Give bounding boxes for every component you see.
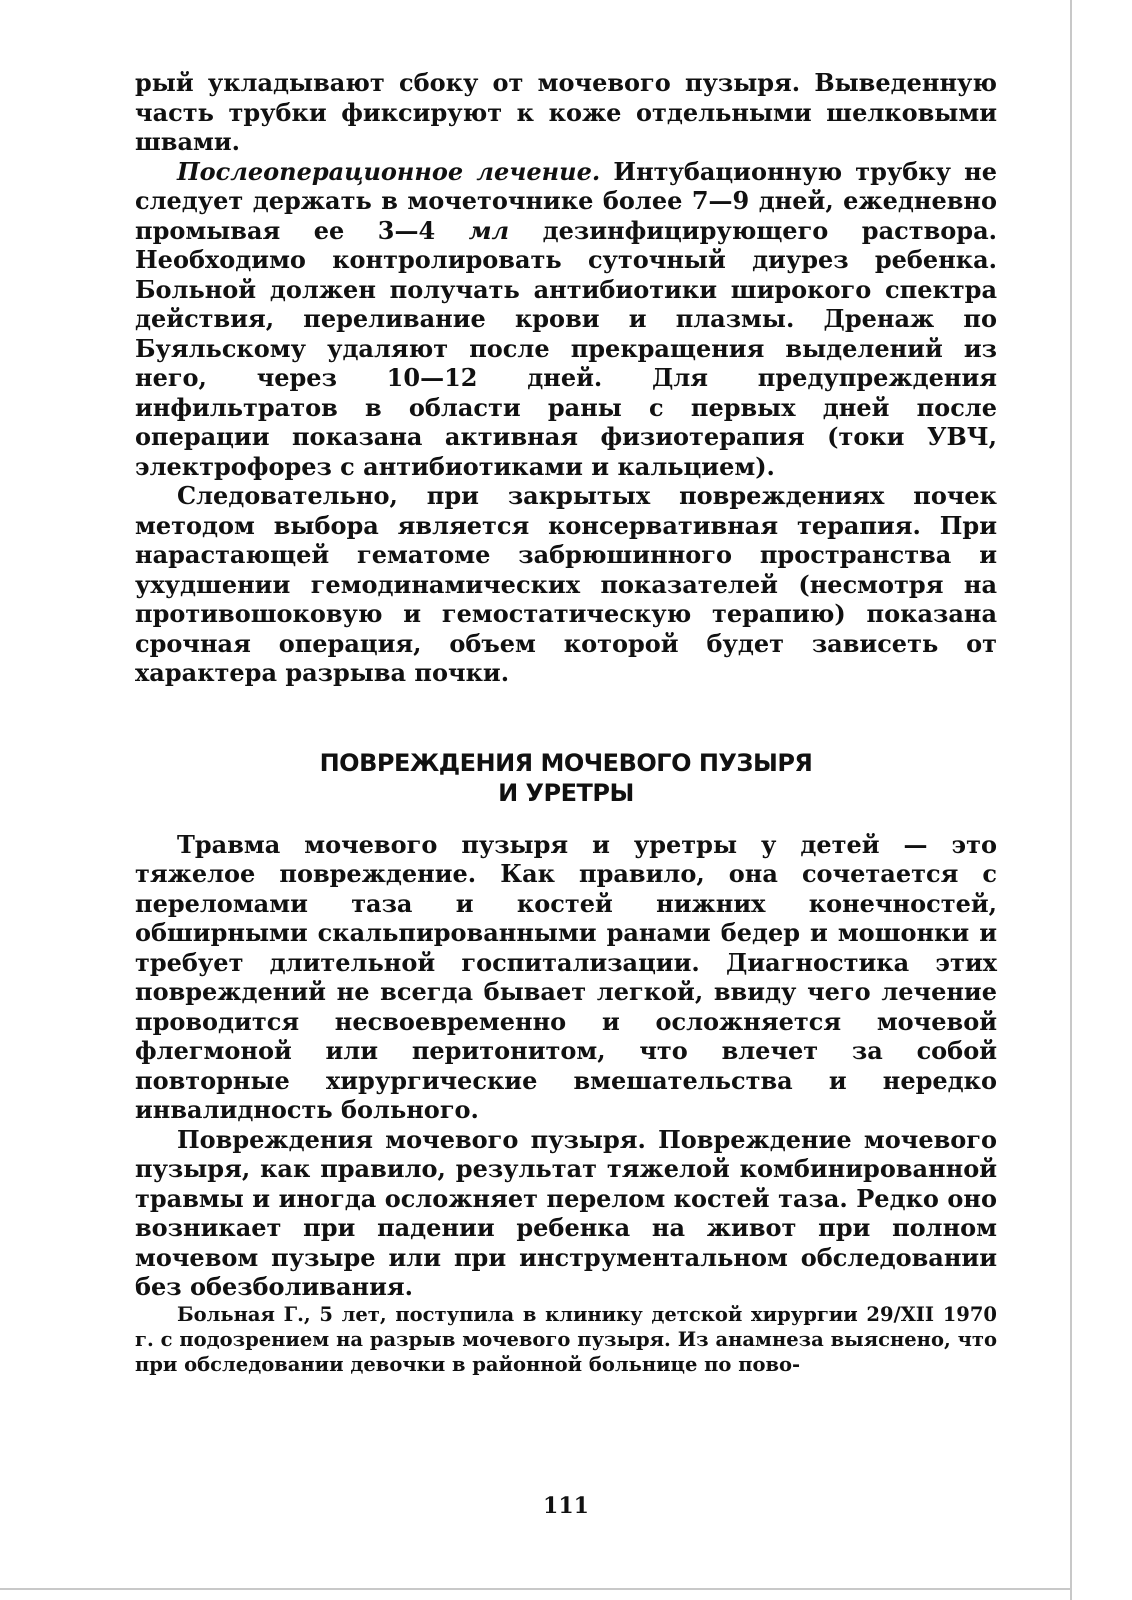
page-edge-bottom	[0, 1588, 1072, 1590]
postoperative-text-b: дезинфицирующего раствора. Необходимо контролировать суточный диурез ребенка. Больной должен получать антибиотики широкого спектра действия, переливание крови и плазмы. Дренаж по Буяльскому удаляют после прекращения выделений из него, через 10—12 дней. Для предупреждения инфильтратов в области раны с первых дней после операции показана активная физиотерапия (токи УВЧ, электрофорез с антибиотиками и кальцием).	[135, 215, 997, 481]
section-heading-line1: ПОВРЕЖДЕНИЯ МОЧЕВОГО ПУЗЫРЯ	[319, 748, 813, 777]
section-heading	[135, 748, 997, 808]
bladder-injuries-heading: Повреждения мочевого пузыря.	[177, 1124, 646, 1154]
paragraph-continuation: рый укладывают сбоку от мочевого пузыря. Выведенную часть трубки фиксируют к коже отдельными шелковыми швами.	[135, 68, 997, 156]
page-number: 111	[543, 1493, 589, 1519]
page-body	[135, 68, 997, 1377]
page-edge-right	[1070, 0, 1072, 1600]
unit-ml: мл	[468, 215, 510, 245]
case-note: Больная Г., 5 лет, поступила в клинику детской хирургии 29/XII 1970 г. с подозрением на разрыв мочевого пузыря. Из анамнеза выяснено, что при обследовании девочки в районной больнице по пово-	[135, 1302, 997, 1376]
postoperative-heading: Послеоперационное лечение.	[177, 156, 601, 186]
section-heading-line2: И УРЕТРЫ	[498, 778, 634, 807]
paragraph-postoperative-treatment	[135, 157, 997, 482]
paragraph-bladder-urethra-trauma: Травма мочевого пузыря и уретры у детей — это тяжелое повреждение. Как правило, она сочетается с переломами таза и костей нижних конечностей, обширными скальпированными ранами бедер и мошонки и требует длительной госпитализации. Диагностика этих повреждений не всегда бывает легкой, ввиду чего лечение проводится несвоевременно и осложняется мочевой флегмоной или перитонитом, что влечет за собой повторные хирургические вмешательства и нередко инвалидность больного.	[135, 829, 997, 1124]
postoperative-text-a: Интубационную трубку не следует держать в мочеточнике более 7—9 дней, ежедневно промывая ее 3—4	[135, 156, 997, 245]
paragraph-conclusion: Следовательно, при закрытых повреждениях почек методом выбора является консервативная терапия. При нарастающей гематоме забрюшинного пространства и ухудшении гемодинамических показателей (несмотря на противошоковую и гемостатическую терапию) показана срочная операция, объем которой будет зависеть от характера разрыва почки.	[135, 481, 997, 687]
bladder-injuries-text: Повреждение мочевого пузыря, как правило, результат тяжелой комбинированной травмы и иногда осложняет перелом костей таза. Редко оно возникает при падении ребенка на живот при полном мочевом пузыре или при инструментальном обследовании без обезболивания.	[135, 1124, 997, 1301]
paragraph-bladder-injuries	[135, 1125, 997, 1302]
